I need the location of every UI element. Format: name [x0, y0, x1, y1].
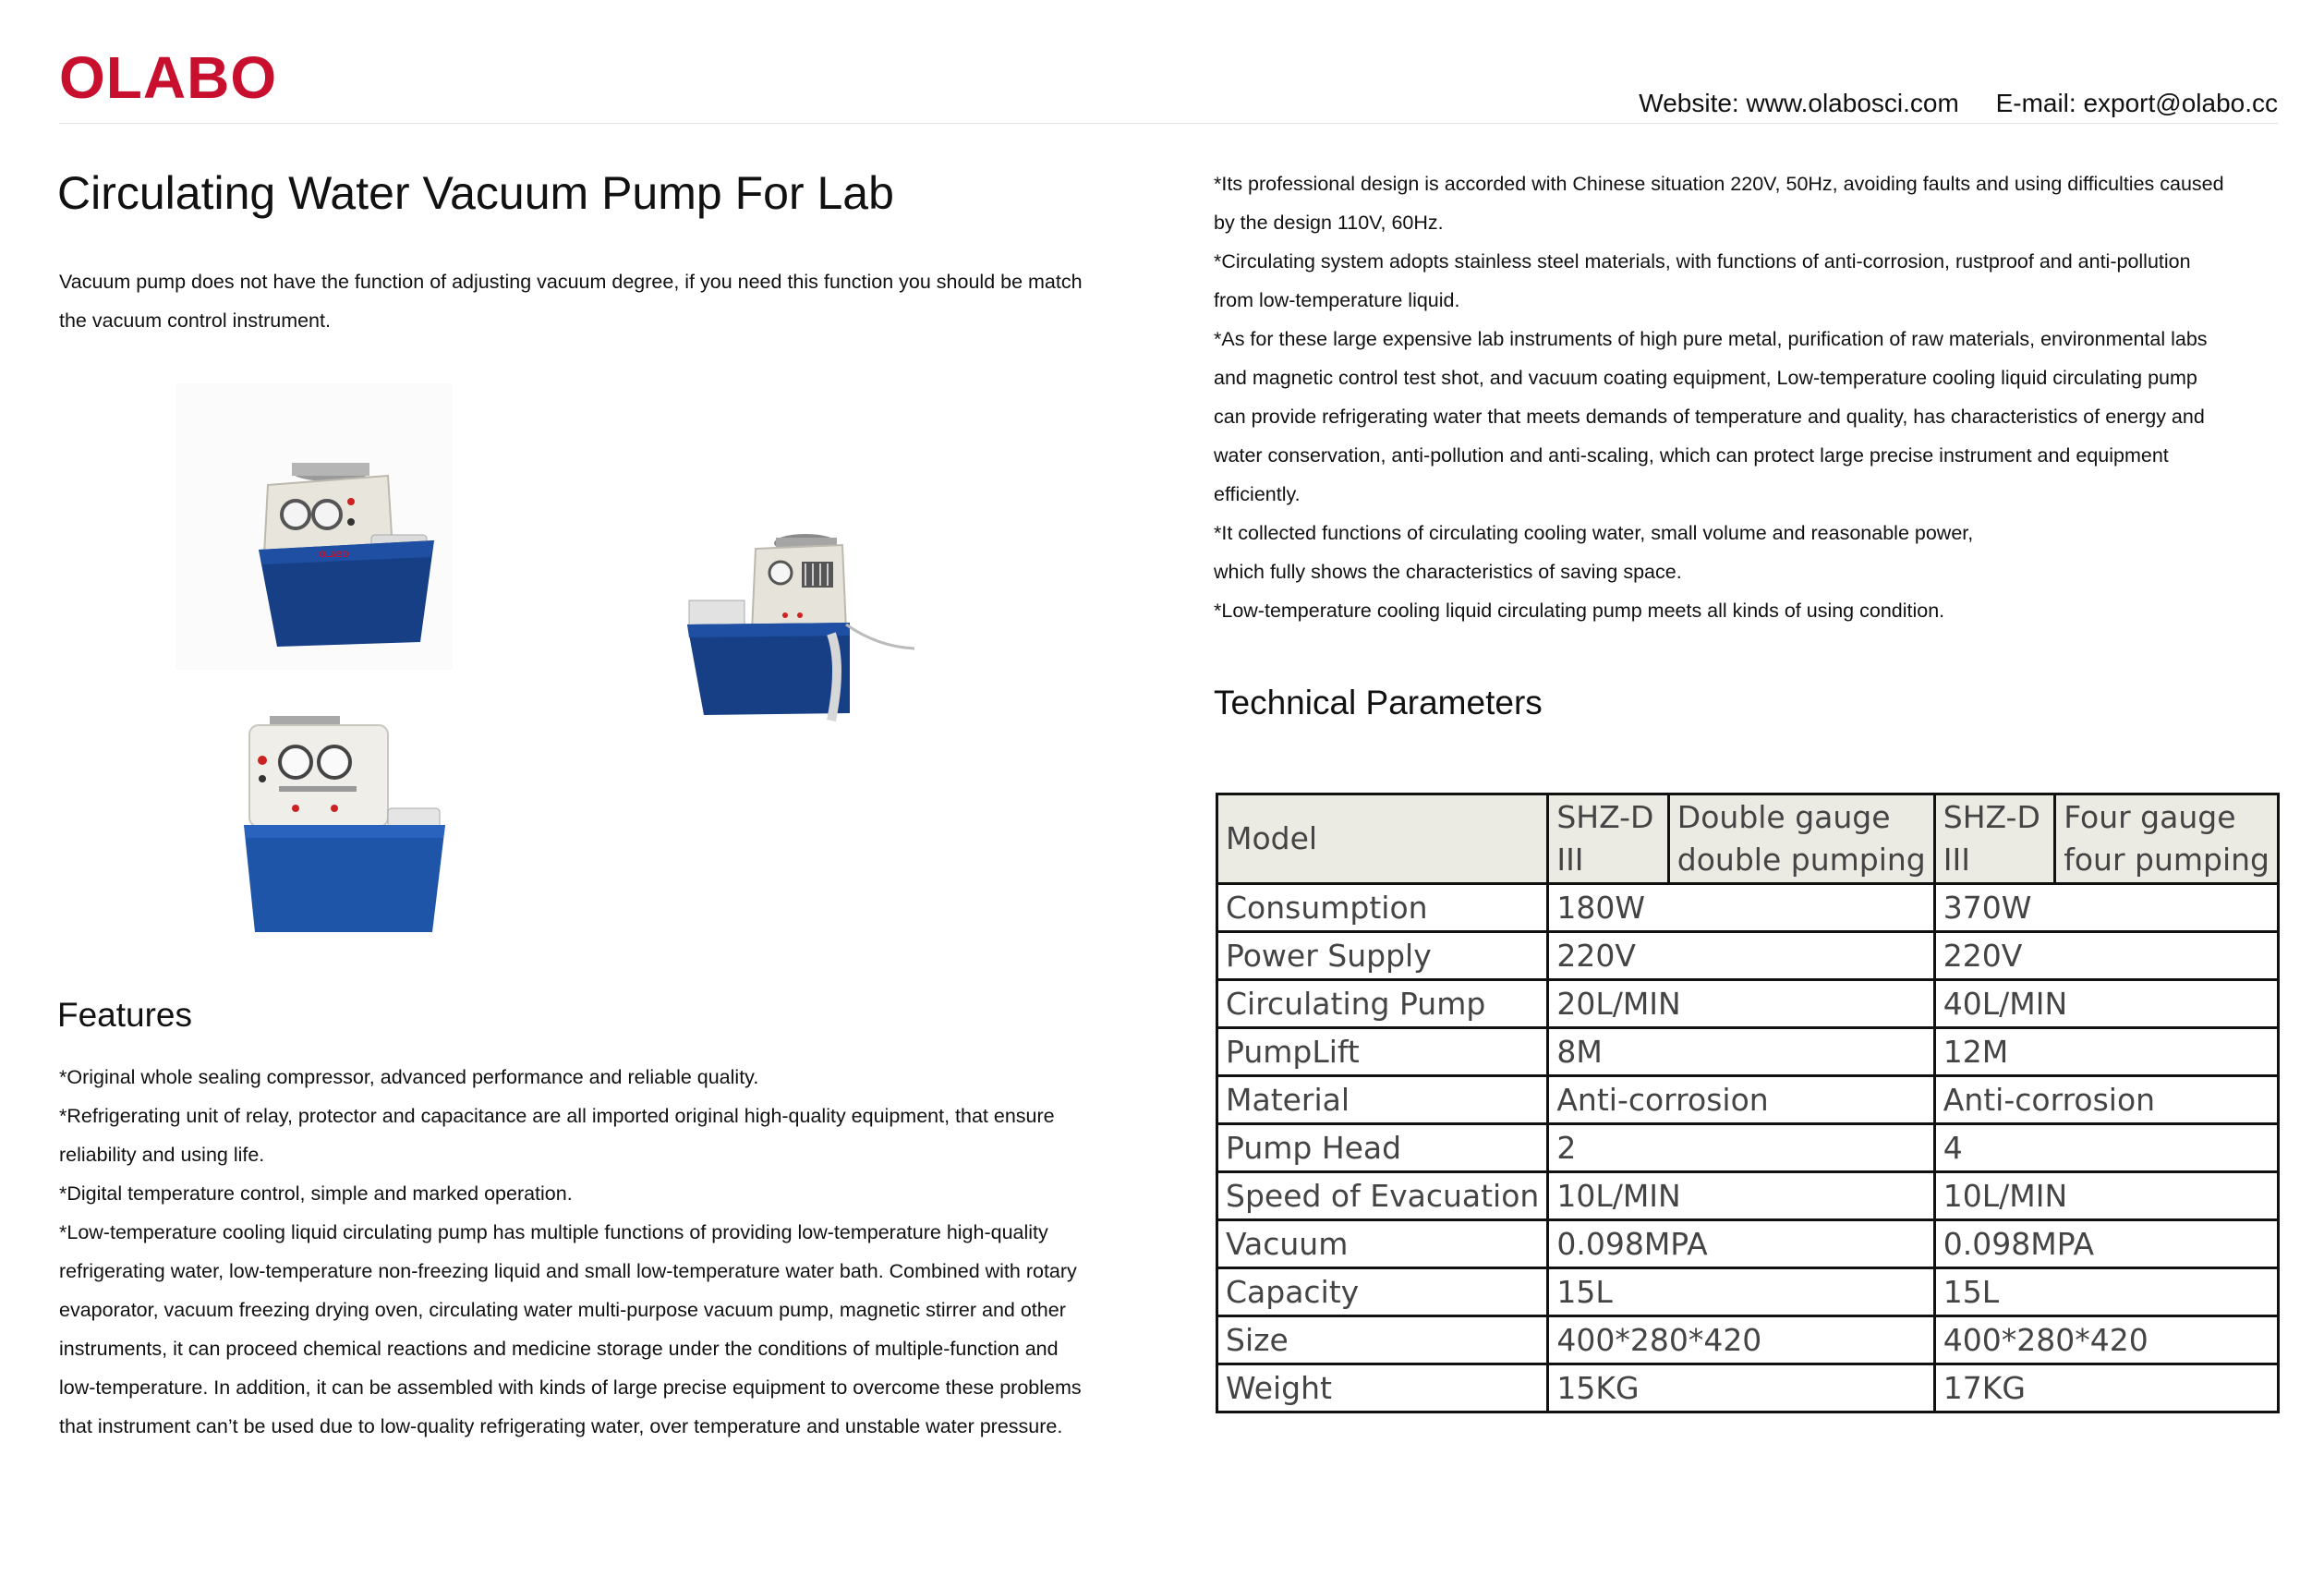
technical-parameters-table	[1216, 793, 2280, 1413]
row-label: Weight	[1217, 1364, 1548, 1412]
row-value-model2: 10L/MIN	[1934, 1172, 2278, 1220]
features-list	[59, 1058, 1168, 1446]
description-line: water conservation, anti-pollution and anti-scaling, which can protect large precise instrument and equipment	[1214, 444, 2169, 467]
description-line: *It collected functions of circulating cooling water, small volume and reasonable power,	[1214, 522, 1974, 544]
email-text: E-mail: export@olabo.cc	[1995, 89, 2278, 117]
row-value-model2: 4	[1934, 1124, 2278, 1172]
description-line: *Low-temperature cooling liquid circulating pump meets all kinds of using condition.	[1214, 600, 1945, 622]
description-line: which fully shows the characteristics of saving space.	[1214, 561, 1682, 583]
website-text: Website: www.olabosci.com	[1639, 89, 1959, 117]
model1-code-line: III	[1556, 842, 1584, 878]
row-value-model2: Anti-corrosion	[1934, 1076, 2278, 1124]
features-line: *Original whole sealing compressor, advanced performance and reliable quality.	[59, 1066, 759, 1088]
model2-name-line: four pumping	[2064, 842, 2270, 878]
row-value-model2: 12M	[1934, 1028, 2278, 1076]
contact-info	[1639, 89, 2278, 118]
description-line: by the design 110V, 60Hz.	[1214, 212, 1444, 234]
description-line: *As for these large expensive lab instruments of high pure metal, purification of raw materials, environmental labs	[1214, 328, 2208, 350]
pump-brand-label: OLABO	[319, 550, 349, 559]
row-value-model1: 220V	[1548, 932, 1934, 980]
model1-name-line: double pumping	[1676, 842, 1926, 878]
pump-image-side-view	[684, 527, 924, 739]
table-row	[1217, 1172, 2279, 1220]
features-line: low-temperature. In addition, it can be assembled with kinds of large precise equipment to overcome these problems	[59, 1376, 1082, 1399]
row-label: Capacity	[1217, 1268, 1548, 1316]
model2-code-line: III	[1943, 842, 1970, 878]
table-row	[1217, 1076, 2279, 1124]
intro-line: the vacuum control instrument.	[59, 309, 331, 332]
row-label: Vacuum	[1217, 1220, 1548, 1268]
description-line: *Circulating system adopts stainless steel materials, with functions of anti-corrosion, rustproof and anti-pollution	[1214, 250, 2191, 273]
features-line: *Low-temperature cooling liquid circulating pump has multiple functions of providing low-temperature high-quality	[59, 1221, 1048, 1243]
header-model2-code	[1934, 794, 2054, 884]
row-value-model1: 15KG	[1548, 1364, 1934, 1412]
features-line: *Digital temperature control, simple and marked operation.	[59, 1182, 573, 1205]
row-value-model1: 2	[1548, 1124, 1934, 1172]
pump-image-double-gauge	[176, 383, 453, 670]
table-row	[1217, 1028, 2279, 1076]
features-heading: Features	[57, 996, 193, 1034]
row-value-model1: 0.098MPA	[1548, 1220, 1934, 1268]
description-list	[1214, 164, 2285, 630]
table-row	[1217, 1220, 2279, 1268]
row-value-model2: 0.098MPA	[1934, 1220, 2278, 1268]
table-row	[1217, 1316, 2279, 1364]
model2-name-line: Four gauge	[2064, 799, 2236, 835]
table-header-row	[1217, 794, 2279, 884]
row-value-model1: 15L	[1548, 1268, 1934, 1316]
row-value-model2: 220V	[1934, 932, 2278, 980]
row-value-model1: 400*280*420	[1548, 1316, 1934, 1364]
row-value-model1: 8M	[1548, 1028, 1934, 1076]
row-value-model2: 40L/MIN	[1934, 980, 2278, 1028]
header-divider	[59, 123, 2278, 124]
page-title: Circulating Water Vacuum Pump For Lab	[57, 167, 894, 219]
description-line: and magnetic control test shot, and vacuum coating equipment, Low-temperature cooling liquid circulating pump	[1214, 367, 2197, 389]
model2-code-line: SHZ-D	[1943, 799, 2040, 835]
row-value-model2: 17KG	[1934, 1364, 2278, 1412]
features-line: instruments, it can proceed chemical reactions and medicine storage under the conditions of multiple-function and	[59, 1338, 1059, 1360]
row-value-model1: 20L/MIN	[1548, 980, 1934, 1028]
product-images	[166, 365, 979, 956]
model1-name-line: Double gauge	[1676, 799, 1891, 835]
description-line: from low-temperature liquid.	[1214, 289, 1460, 311]
features-line: evaporator, vacuum freezing drying oven, circulating water multi-purpose vacuum pump, magnetic stirrer and other	[59, 1299, 1066, 1321]
row-value-model2: 15L	[1934, 1268, 2278, 1316]
table-row	[1217, 1268, 2279, 1316]
intro-line: Vacuum pump does not have the function of adjusting vacuum degree, if you need this function you should be match	[59, 271, 1083, 293]
header-model-label: Model	[1217, 794, 1548, 884]
row-label: Size	[1217, 1316, 1548, 1364]
header-model2-name	[2055, 794, 2279, 884]
description-line: efficiently.	[1214, 483, 1301, 505]
table-row	[1217, 980, 2279, 1028]
row-label: Material	[1217, 1076, 1548, 1124]
row-label: PumpLift	[1217, 1028, 1548, 1076]
row-label: Pump Head	[1217, 1124, 1548, 1172]
features-line: that instrument can’t be used due to low-quality refrigerating water, over temperature and unstable water pressure.	[59, 1415, 1063, 1437]
features-line: refrigerating water, low-temperature non-freezing liquid and small low-temperature water bath. Combined with rotary	[59, 1260, 1077, 1282]
table-row	[1217, 1364, 2279, 1412]
row-label: Speed of Evacuation	[1217, 1172, 1548, 1220]
table-row	[1217, 1124, 2279, 1172]
row-value-model1: 10L/MIN	[1548, 1172, 1934, 1220]
description-line: *Its professional design is accorded with Chinese situation 220V, 50Hz, avoiding faults and using difficulties caused	[1214, 173, 2224, 195]
row-value-model1: 180W	[1548, 884, 1934, 932]
row-value-model1: Anti-corrosion	[1548, 1076, 1934, 1124]
technical-parameters-heading: Technical Parameters	[1214, 684, 1543, 721]
header-model1-code	[1548, 794, 1668, 884]
row-value-model2: 370W	[1934, 884, 2278, 932]
row-label: Power Supply	[1217, 932, 1548, 980]
table-row	[1217, 932, 2279, 980]
description-line: can provide refrigerating water that meets demands of temperature and quality, has characteristics of energy and	[1214, 406, 2205, 428]
intro-paragraph	[59, 262, 1149, 340]
header-model1-name	[1668, 794, 1934, 884]
olabo-logo: OLABO	[59, 44, 278, 111]
row-label: Consumption	[1217, 884, 1548, 932]
features-line: *Refrigerating unit of relay, protector and capacitance are all imported original high-quality equipment, that ensure	[59, 1105, 1055, 1127]
row-label: Circulating Pump	[1217, 980, 1548, 1028]
model1-code-line: SHZ-D	[1556, 799, 1654, 835]
pump-image-front-view	[231, 716, 453, 938]
table-row	[1217, 884, 2279, 932]
row-value-model2: 400*280*420	[1934, 1316, 2278, 1364]
features-line: reliability and using life.	[59, 1144, 265, 1166]
